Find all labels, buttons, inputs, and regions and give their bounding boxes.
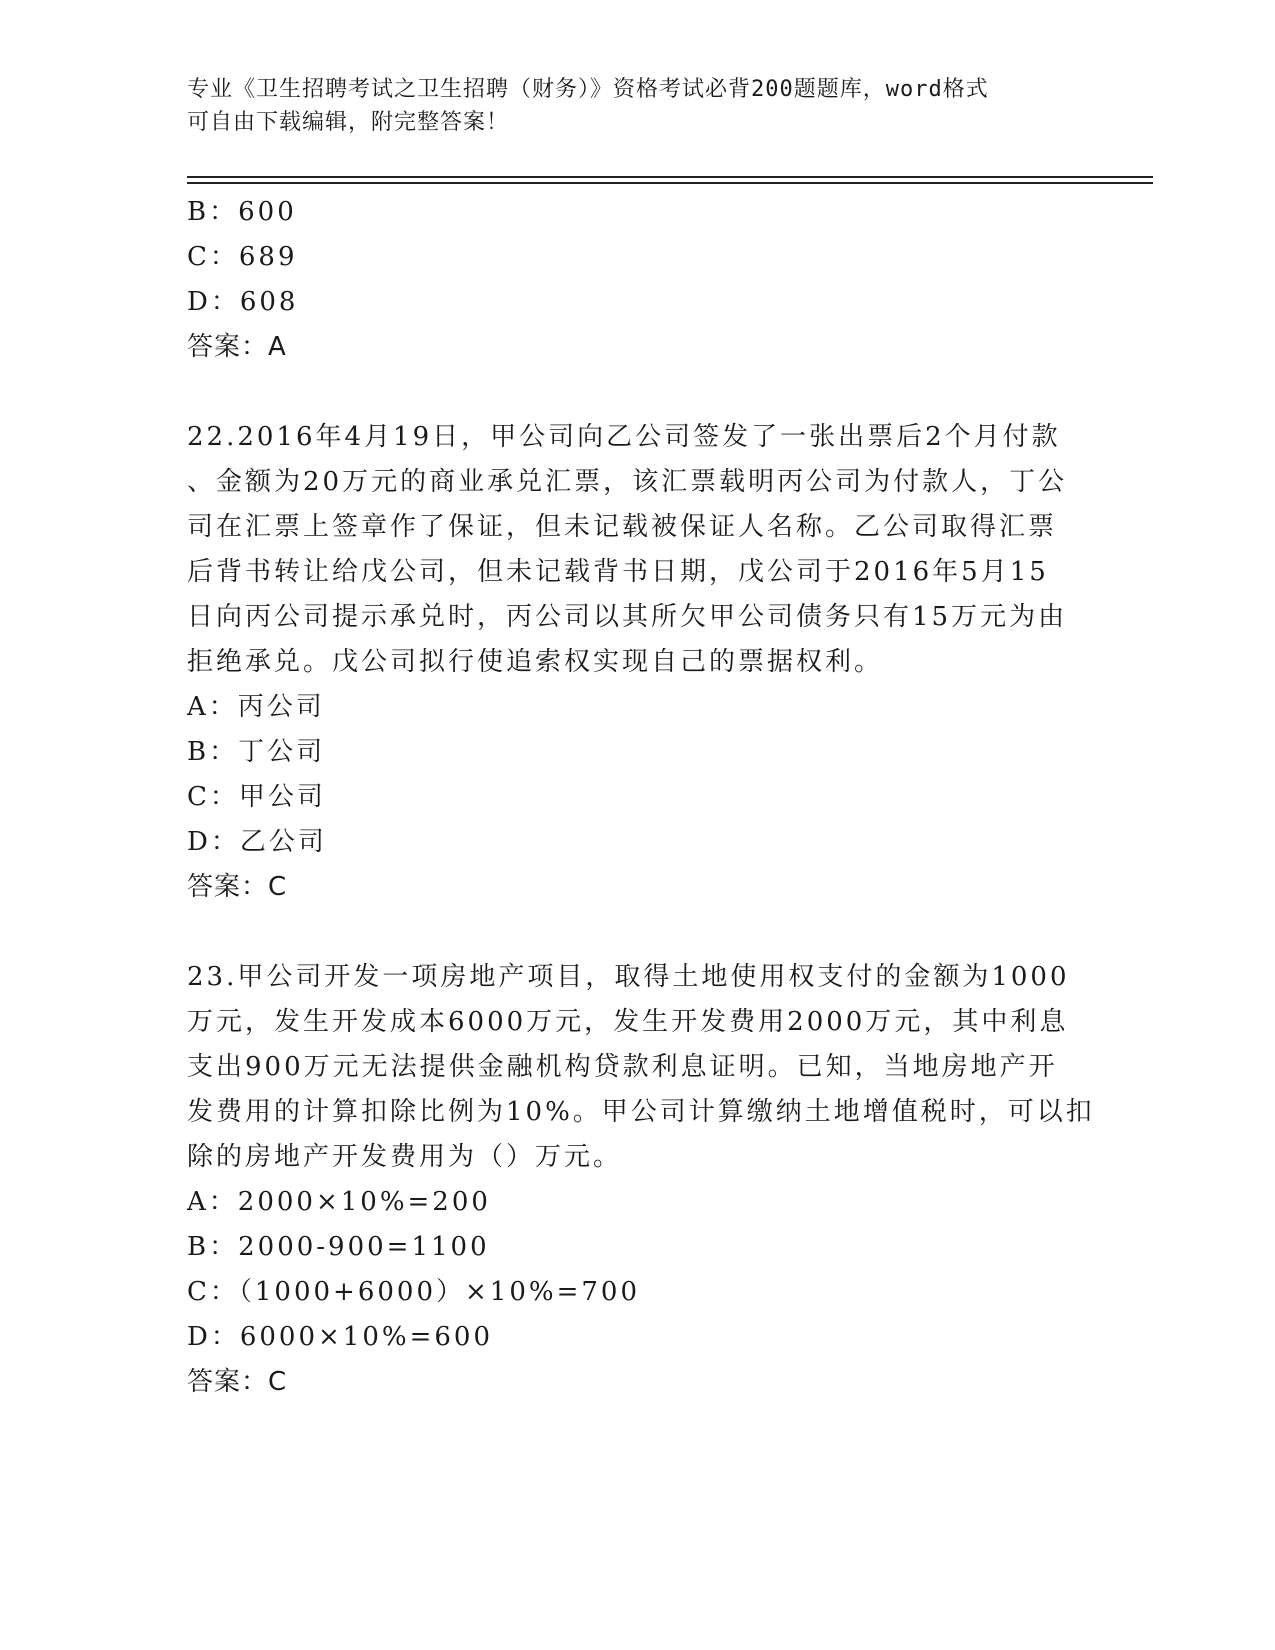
header-rule-bottom bbox=[187, 182, 1153, 184]
question-22-stem bbox=[187, 415, 1087, 685]
question-23 bbox=[187, 955, 1095, 1405]
question-22-line: 拒绝承兑。戊公司拟行使追索权实现自己的票据权利。 bbox=[187, 647, 884, 677]
spacer bbox=[187, 370, 1087, 415]
question-23-line: 除的房地产开发费用为（）万元。 bbox=[187, 1142, 623, 1172]
question-23-stem bbox=[187, 955, 1095, 1180]
option-b: B：丁公司 bbox=[187, 737, 326, 767]
document-body bbox=[187, 190, 1095, 1405]
question-22-answer: 答案：C bbox=[187, 872, 288, 902]
header-rule-top bbox=[187, 176, 1153, 178]
question-22-line: 后背书转让给戊公司，但未记载背书日期，戊公司于2016年5月15 bbox=[187, 557, 1049, 587]
spacer bbox=[187, 910, 1087, 955]
question-22 bbox=[187, 415, 1087, 910]
question-23-line: 支出900万元无法提供金融机构贷款利息证明。已知，当地房地产开 bbox=[187, 1052, 1058, 1082]
option-d: D：6000×10%=600 bbox=[187, 1322, 493, 1352]
option-c: C：甲公司 bbox=[187, 782, 326, 812]
option-c: C：（1000+6000）×10%=700 bbox=[187, 1277, 641, 1307]
question-22-line: 司在汇票上签章作了保证，但未记载被保证人名称。乙公司取得汇票 bbox=[187, 512, 1058, 542]
option-d: D：乙公司 bbox=[187, 827, 327, 857]
document-header bbox=[187, 73, 1067, 139]
option-a: A：2000×10%=200 bbox=[187, 1187, 491, 1217]
option-c: C：689 bbox=[187, 242, 298, 272]
prev-question-answer: 答案：A bbox=[187, 332, 287, 362]
option-d: D：608 bbox=[187, 287, 299, 317]
question-23-line: 23.甲公司开发一项房地产项目，取得土地使用权支付的金额为1000 bbox=[187, 962, 1070, 992]
question-22-line: 、金额为20万元的商业承兑汇票，该汇票载明丙公司为付款人，丁公 bbox=[187, 467, 1068, 497]
question-23-answer: 答案：C bbox=[187, 1367, 288, 1397]
header-line-1: 专业《卫生招聘考试之卫生招聘（财务）》资格考试必背200题题库，word格式 bbox=[187, 77, 989, 102]
option-a: A：丙公司 bbox=[187, 692, 325, 722]
question-23-line: 发费用的计算扣除比例为10%。甲公司计算缴纳土地增值税时，可以扣 bbox=[187, 1097, 1095, 1127]
question-23-options bbox=[187, 1180, 1087, 1360]
question-22-options bbox=[187, 685, 1087, 865]
header-line-2: 可自由下载编辑，附完整答案！ bbox=[187, 110, 510, 135]
prev-question-options bbox=[187, 190, 1087, 325]
question-23-line: 万元，发生开发成本6000万元，发生开发费用2000万元，其中利息 bbox=[187, 1007, 1069, 1037]
question-22-line: 22.2016年4月19日，甲公司向乙公司签发了一张出票后2个月付款 bbox=[187, 422, 1061, 452]
question-22-line: 日向丙公司提示承兑时，丙公司以其所欠甲公司债务只有15万元为由 bbox=[187, 602, 1068, 632]
option-b: B：600 bbox=[187, 197, 297, 227]
option-b: B：2000-900=1100 bbox=[187, 1232, 490, 1262]
